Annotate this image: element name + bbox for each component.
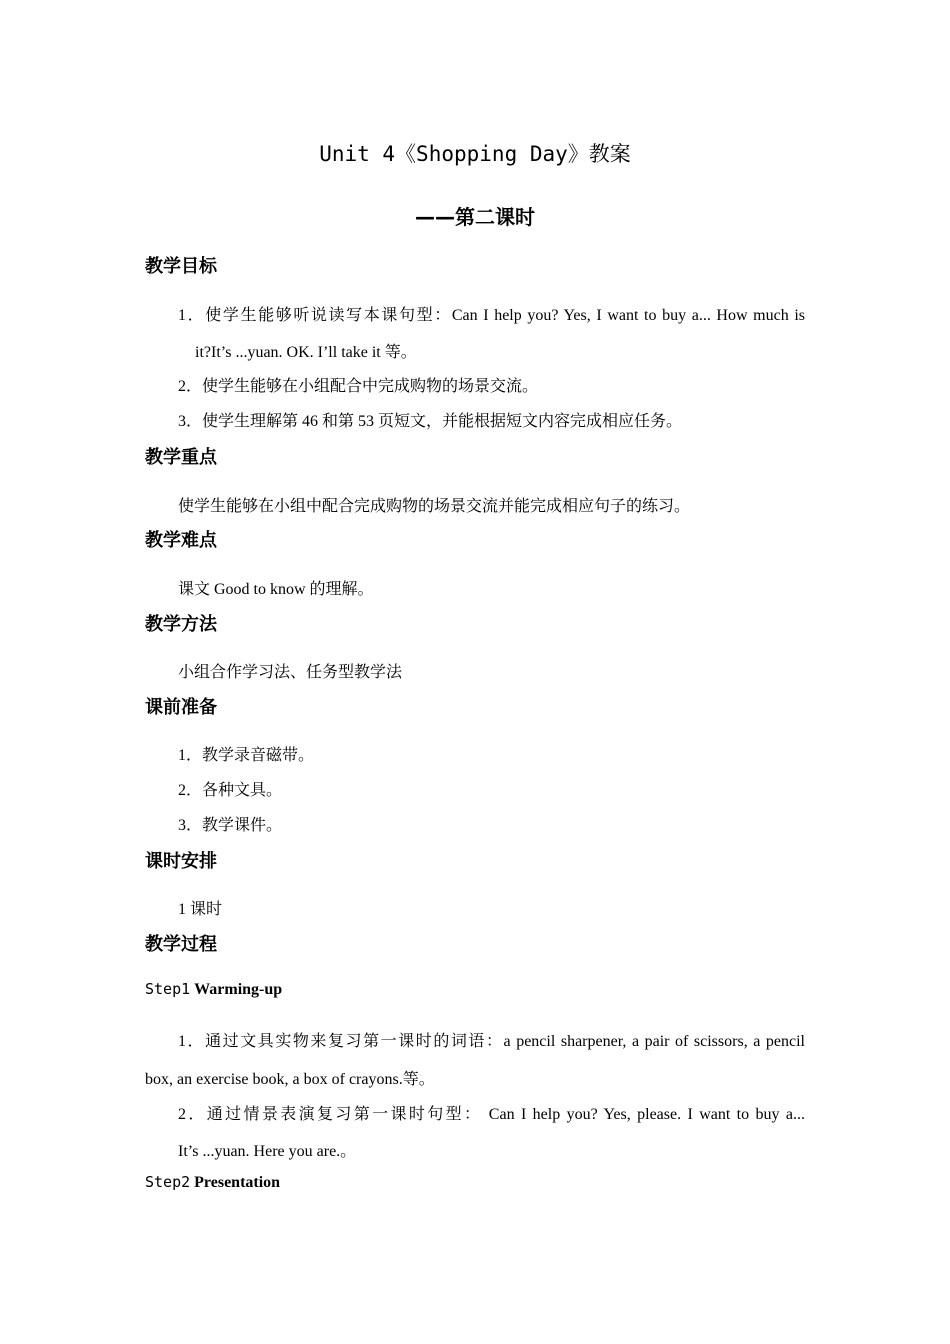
methods-text: 小组合作学习法、任务型教学法 [178,664,403,681]
step-1-item-1-line-1: 1．通过文具实物来复习第一课时的词语：a pencil sharpener, a pair of scissors, a pencil [178,1033,805,1050]
heading-process: 教学过程 [145,934,217,955]
objective-item-1-line-2: it?It’s ...yuan. OK. I’ll take it 等。 [195,344,417,361]
step-1-item-2-line-1: 2．通过情景表演复习第一课时句型： Can I help you? Yes, please. I want to buy a... [178,1106,805,1123]
heading-key-points: 教学重点 [145,447,217,468]
heading-methods: 教学方法 [145,614,217,635]
schedule-text: 1 课时 [178,901,223,918]
step-2-heading [145,1173,280,1192]
preparation-item-2: 2．各种文具。 [178,782,283,799]
objective-item-3: 3．使学生理解第 46 和第 53 页短文，并能根据短文内容完成相应任务。 [178,413,683,430]
difficulties-text: 课文 Good to know 的理解。 [178,581,374,598]
step-1-name: Warming-up [194,981,283,998]
objective-item-2: 2．使学生能够在小组配合中完成购物的场景交流。 [178,378,539,395]
key-points-text: 使学生能够在小组中配合完成购物的场景交流并能完成相应句子的练习。 [178,498,691,515]
heading-objectives: 教学目标 [145,256,217,277]
document-title: Unit 4《Shopping Day》教案 [319,142,631,166]
step-1-heading [145,980,282,999]
document-subtitle: ——第二课时 [415,205,535,229]
step-2-name: Presentation [194,1174,281,1191]
step-2-number: Step2 [145,1173,191,1191]
step-1-number: Step1 [145,980,191,998]
step-1-item-1-line-2: box, an exercise book, a box of crayons.等。 [145,1071,435,1088]
objective-item-1-line-1: 1．使学生能够听说读写本课句型：Can I help you? Yes, I want to buy a... How much is [178,307,805,324]
heading-difficulties: 教学难点 [145,530,217,551]
heading-preparation: 课前准备 [145,697,217,718]
heading-schedule: 课时安排 [145,851,217,872]
preparation-item-3: 3．教学课件。 [178,817,283,834]
step-1-item-2-line-2: It’s ...yuan. Here you are.。 [178,1143,357,1160]
preparation-item-1: 1．教学录音磁带。 [178,747,315,764]
